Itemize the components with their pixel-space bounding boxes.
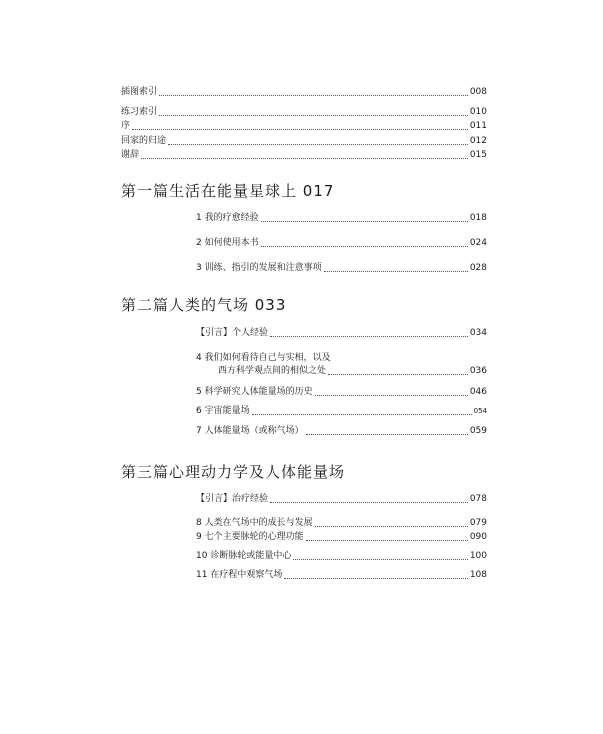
toc-entry-page: 036 bbox=[469, 366, 487, 376]
toc-entry-label: 8 人类在气场中的成长与发展 bbox=[196, 518, 313, 528]
toc-entry-page: 008 bbox=[469, 87, 487, 97]
toc-entry-page: 024 bbox=[469, 238, 487, 248]
toc-entry-page: 090 bbox=[469, 532, 487, 542]
toc-entry-page: 079 bbox=[469, 518, 487, 528]
toc-entry-label: 序 bbox=[121, 121, 131, 131]
toc-entry-part3-intro[interactable] bbox=[196, 493, 487, 505]
toc-entry-ch1[interactable] bbox=[196, 212, 487, 224]
toc-entry-label: 西方科学观点间的相似之处 bbox=[218, 366, 327, 376]
toc-entry-page: 054 bbox=[473, 407, 487, 415]
toc-entry-label: 【引言】治疗经验 bbox=[196, 494, 269, 504]
toc-entry-label: 10 诊断脉轮或能量中心 bbox=[196, 551, 292, 561]
toc-entry-ch2[interactable] bbox=[196, 237, 487, 249]
part3-heading[interactable]: 第三篇心理动力学及人体能量场 bbox=[121, 463, 346, 481]
toc-entry-page: 108 bbox=[469, 570, 487, 580]
leader-dots bbox=[284, 570, 467, 579]
toc-entry-exercises-index[interactable] bbox=[121, 106, 487, 118]
leader-dots bbox=[293, 551, 467, 560]
toc-entry-ch10[interactable] bbox=[196, 550, 487, 562]
leader-dots bbox=[261, 238, 468, 247]
toc-entry-ch7[interactable] bbox=[196, 425, 487, 437]
leader-dots bbox=[315, 387, 468, 396]
toc-entry-page: 012 bbox=[469, 136, 487, 146]
toc-entry-label: 7 人体能量场（或称气场） bbox=[196, 426, 304, 436]
toc-entry-page: 010 bbox=[469, 107, 487, 117]
toc-entry-page: 046 bbox=[469, 387, 487, 397]
toc-entry-label: 练习索引 bbox=[121, 107, 158, 117]
toc-entry-ch6[interactable] bbox=[196, 405, 487, 417]
toc-entry-label: 9 七个主要脉轮的心理功能 bbox=[196, 532, 304, 542]
toc-entry-preface[interactable] bbox=[121, 120, 487, 132]
toc-entry-page: 015 bbox=[469, 150, 487, 160]
toc-entry-ch8[interactable] bbox=[196, 517, 487, 529]
toc-entry-page: 034 bbox=[469, 328, 487, 338]
toc-entry-ch4-line1[interactable]: 4 我们如何看待自己与实相，以及 bbox=[196, 353, 331, 363]
toc-entry-label: 2 如何使用本书 bbox=[196, 238, 259, 248]
leader-dots bbox=[159, 107, 468, 116]
toc-entry-label: 插图索引 bbox=[121, 87, 158, 97]
leader-dots bbox=[328, 366, 468, 375]
leader-dots bbox=[306, 426, 468, 435]
toc-entry-way-home[interactable] bbox=[121, 135, 487, 147]
toc-entry-part2-intro[interactable] bbox=[196, 327, 487, 339]
leader-dots bbox=[132, 121, 468, 130]
toc-entry-illustrations-index[interactable] bbox=[121, 86, 487, 98]
toc-entry-ch4[interactable] bbox=[218, 365, 487, 377]
leader-dots bbox=[261, 213, 468, 222]
toc-entry-label: 1 我的疗愈经验 bbox=[196, 213, 259, 223]
toc-entry-page: 018 bbox=[469, 213, 487, 223]
part2-heading[interactable]: 第二篇人类的气场 033 bbox=[121, 296, 287, 314]
leader-dots bbox=[252, 406, 472, 415]
toc-entry-label: 6 宇宙能量场 bbox=[196, 406, 250, 416]
toc-entry-label: 5 科学研究人体能量场的历史 bbox=[196, 387, 313, 397]
leader-dots bbox=[141, 150, 468, 159]
leader-dots bbox=[270, 494, 468, 503]
toc-entry-label: 3 训练、指引的发展和注意事项 bbox=[196, 263, 322, 273]
toc-entry-page: 059 bbox=[469, 426, 487, 436]
leader-dots bbox=[159, 87, 468, 96]
toc-entry-ch5[interactable] bbox=[196, 386, 487, 398]
toc-entry-ch3[interactable] bbox=[196, 262, 487, 274]
toc-entry-label: 11 在疗程中观察气场 bbox=[196, 570, 283, 580]
part1-heading[interactable]: 第一篇生活在能量星球上 017 bbox=[121, 182, 335, 200]
leader-dots bbox=[168, 136, 468, 145]
toc-entry-page: 011 bbox=[469, 121, 487, 131]
toc-entry-page: 100 bbox=[469, 551, 487, 561]
leader-dots bbox=[270, 328, 468, 337]
toc-entry-label: 回家的归途 bbox=[121, 136, 167, 146]
toc-entry-label: 【引言】个人经验 bbox=[196, 328, 269, 338]
leader-dots bbox=[306, 532, 468, 541]
toc-entry-acknowledgements[interactable] bbox=[121, 149, 487, 161]
toc-entry-page: 078 bbox=[469, 494, 487, 504]
toc-entry-ch11[interactable] bbox=[196, 569, 487, 581]
toc-entry-ch9[interactable] bbox=[196, 531, 487, 543]
toc-entry-page: 028 bbox=[469, 263, 487, 273]
leader-dots bbox=[315, 518, 468, 527]
leader-dots bbox=[324, 263, 468, 272]
toc-entry-label: 谢辞 bbox=[121, 150, 140, 160]
